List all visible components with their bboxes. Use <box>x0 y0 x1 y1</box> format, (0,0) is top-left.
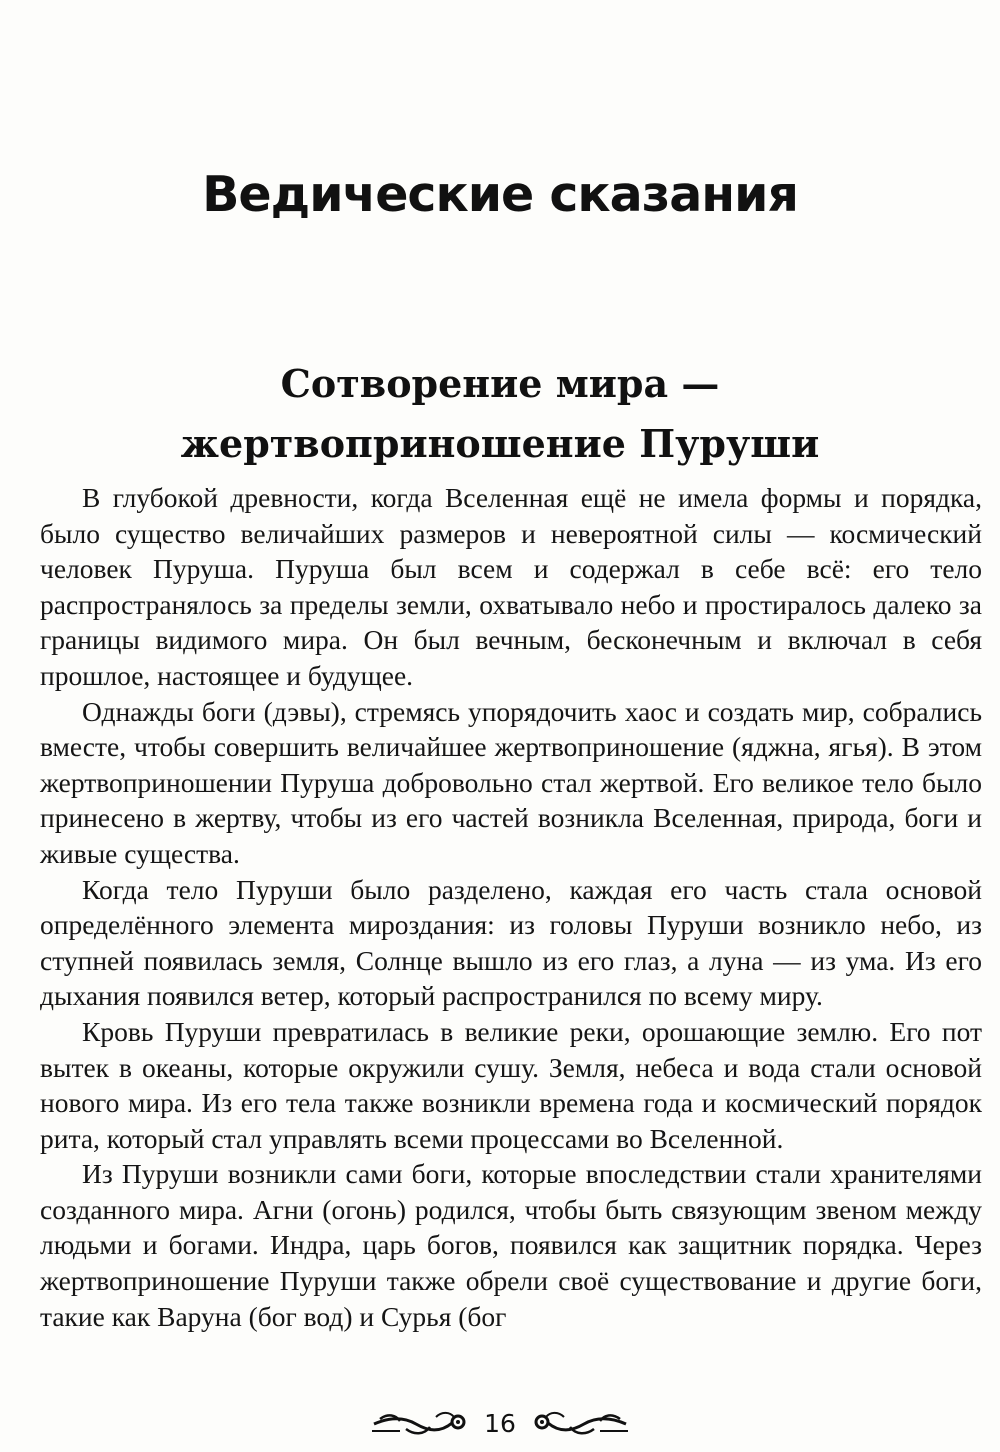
page-number: 16 <box>484 1409 516 1438</box>
left-ornament-icon <box>370 1409 470 1439</box>
body-text <box>40 480 982 1334</box>
paragraph-2: Однажды боги (дэвы), стремясь упорядочить хаос и создать мир, собрались вместе, чтобы совершить величайшее жертвоприношение (яджна, ягья). В этом жертвоприношении Пуруша добровольно стал жертвой. Его великое тело было принесено в жертву, чтобы из его частей возникла Вселенная, природа, боги и живые существа. <box>40 695 982 869</box>
chapter-title: Ведические сказания <box>202 166 798 223</box>
section-title-line-1: Сотворение мира — <box>280 361 720 406</box>
section-title-line-2: жертвоприношение Пуруши <box>180 421 820 466</box>
paragraph-1: В глубокой древности, когда Вселенная ещё не имела формы и порядка, было существо величайших размеров и невероятной силы — космический человек Пуруша. Пуруша был всем и содержал в себе всё: его тело распространялось за пределы земли, охватывало небо и простиралось далеко за границы видимого мира. Он был вечным, бесконечным и включал в себя прошлое, настоящее и будущее. <box>40 482 982 691</box>
right-ornament-icon <box>530 1409 630 1439</box>
section-title <box>0 354 1000 474</box>
paragraph-3: Когда тело Пуруши было разделено, каждая его часть стала основой определённого элемента мироздания: из головы Пуруши возникло небо, из ступней появилась земля, Солнце вышло из его глаз, а луна — из ума. Из его дыхания появился ветер, который распространился по всему миру. <box>40 873 982 1012</box>
page-footer <box>0 1404 1000 1444</box>
paragraph-5: Из Пуруши возникли сами боги, которые впоследствии стали хранителями созданного мира. Агни (огонь) родился, чтобы быть связующим звеном между людьми и богами. Индра, царь богов, появился как защитник порядка. Через жертвоприношение Пуруши также обрели своё существование и другие боги, такие как Варуна (бог вод) и Сурья (бог <box>40 1158 982 1332</box>
paragraph-4: Кровь Пуруши превратилась в великие реки, орошающие землю. Его пот вытек в океаны, которые окружили сушу. Земля, небеса и вода стали основой нового мира. Из его тела также возникли времена года и космический порядок рита, который стал управлять всеми процессами во Вселенной. <box>40 1015 982 1154</box>
